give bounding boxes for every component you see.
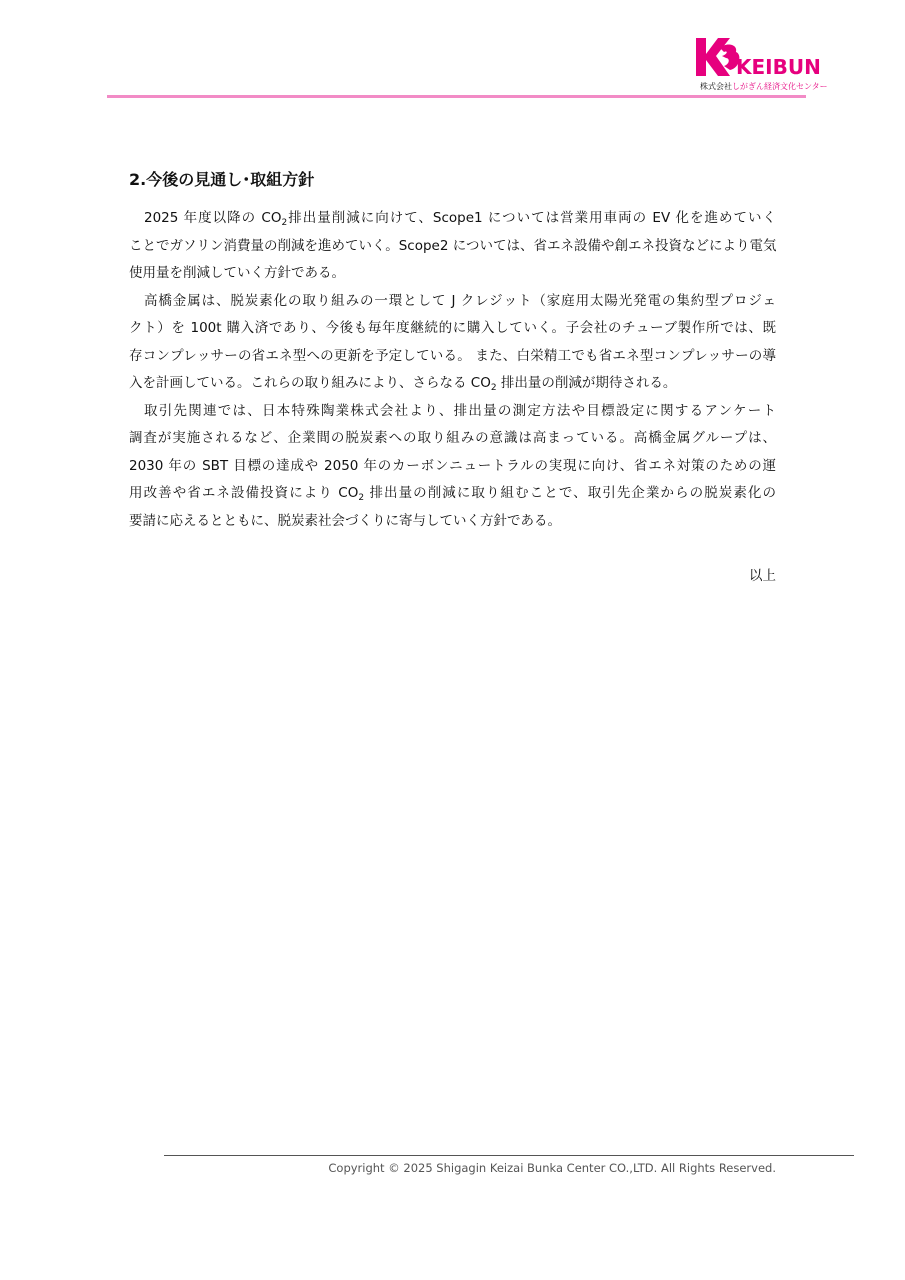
- paragraph-2-line-1: 高橋金属は、脱炭素化の取り組みの一環として J クレジット（家庭用太陽光発電の集約型プロジェ: [144, 292, 776, 309]
- paragraph-3-line-5: 要請に応えるとともに、脱炭素社会づくりに寄与していく方針である。: [129, 512, 561, 529]
- logo-wordmark: KEIBUN: [736, 55, 821, 79]
- logo-subtitle: 株式会社しがぎん経済文化センター: [700, 82, 828, 91]
- paragraph-1-line-2: ことでガソリン消費量の削減を進めていく。Scope2 については、省エネ設備や創エネ投資などにより電気: [129, 237, 777, 254]
- footer-rule: [164, 1155, 854, 1156]
- copyright-notice: Copyright © 2025 Shigagin Keizai Bunka Center CO.,LTD. All Rights Reserved.: [328, 1161, 776, 1175]
- paragraph-2-line-3: 存コンプレッサーの省エネ型への更新を予定している。 また、白栄精工でも省エネ型コンプレッサーの導: [129, 347, 776, 364]
- header-rule: [107, 95, 806, 98]
- paragraph-2-line-4: 入を計画している。これらの取り組みにより、さらなる $CO_2$ 排出量の削減が期待される。: [129, 375, 677, 393]
- closing-remark: 以上: [749, 568, 776, 584]
- paragraph-1-line-3: 使用量を削減していく方針である。: [129, 265, 345, 281]
- paragraph-3-line-3: 2030 年の SBT 目標の達成や 2050 年のカーボンニュートラルの実現に向け、省エネ対策のための運: [129, 457, 776, 474]
- keibun-logo-mark: [690, 34, 821, 80]
- paragraph-3-line-2: 調査が実施されるなど、企業間の脱炭素への取り組みの意識は高まっている。高橋金属グループは、: [129, 430, 776, 446]
- paragraph-3-line-1: 取引先関連では、日本特殊陶業株式会社より、排出量の測定方法や目標設定に関するアンケート: [144, 402, 776, 419]
- paragraph-2-line-2: クト）を 100t 購入済であり、今後も毎年度継続的に購入していく。子会社のチューブ製作所では、既: [129, 320, 776, 336]
- section-title: 2.今後の見通し･取組方針: [129, 170, 315, 189]
- paragraph-1-line-1: 2025 年度以降の $CO_2$排出量削減に向けて、Scope1 については営業用車両の EV 化を進めていく: [144, 210, 776, 228]
- body-text: [129, 205, 776, 535]
- company-logo: [690, 34, 828, 91]
- paragraph-3-line-4: 用改善や省エネ設備投資により $CO_2$ 排出量の削減に取り組むことで、取引先企業からの脱炭素化の: [129, 485, 776, 503]
